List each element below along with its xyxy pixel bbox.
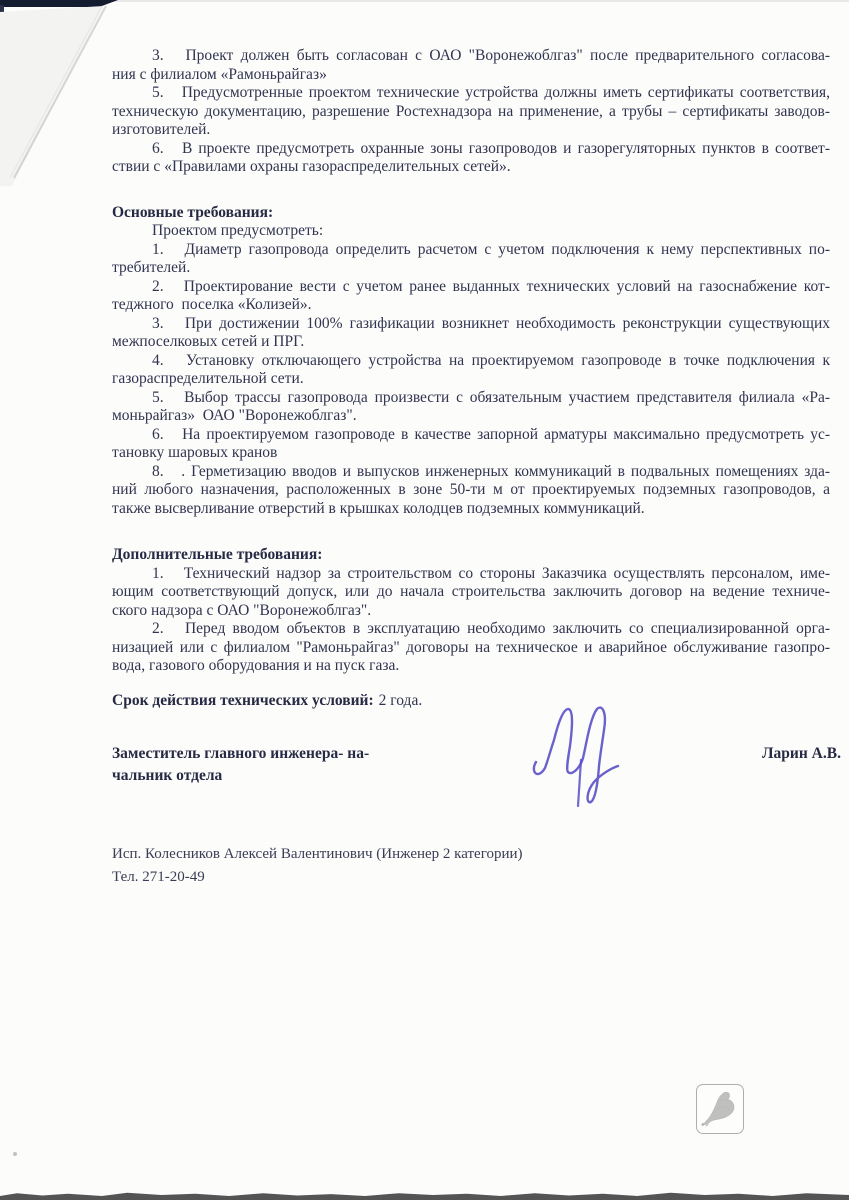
text-line: 6. На проектируемом газопроводе в качестве запорной арматуры максимально предусмотреть ус- <box>152 425 830 443</box>
text-line: техническую документацию, разрешение Ростехнадзора на применение, а трубы – сертификаты заводов- <box>112 102 830 120</box>
main-req-item-4 <box>112 352 830 389</box>
main-req-item-3 <box>112 315 830 352</box>
text-line: низацией или с филиалом "Рамоньрайгаз" договоры на техническое и аварийное обслуживание газопро- <box>112 638 830 656</box>
main-req-item-8 <box>112 463 830 519</box>
text-line: 3. Проект должен быть согласован с ОАО "Воронежоблгаз" после предварительного согласова- <box>152 47 830 64</box>
main-requirements-intro: Проектом предусмотреть: <box>152 222 324 239</box>
text-line: 5. Выбор трассы газопровода произвести с обязательным участием представителя филиала «Ра- <box>152 388 830 406</box>
text-line: 3. При достижении 100% газификации возникнет необходимость реконструкции существующих <box>152 314 830 332</box>
scan-left-edge-mark <box>0 5 4 18</box>
text-line: моньрайгаз» ОАО "Воронежоблгаз". <box>112 407 357 424</box>
phone-line: Тел. 271-20-49 <box>112 868 205 885</box>
additional-requirements-heading: Дополнительные требования: <box>112 546 323 563</box>
scan-top-dark-band <box>0 0 118 7</box>
validity-value: 2 года. <box>378 691 423 709</box>
text-line: теджного поселка «Колизей». <box>112 296 312 313</box>
text-line: ний любого назначения, расположенных в зоне 50-ти м от проектируемых подземных газопроводов, а <box>112 481 830 498</box>
additional-req-item-1 <box>112 565 830 621</box>
executor-line: Исп. Колесников Алексей Валентинович (Инженер 2 категории) <box>112 846 523 862</box>
district-map-icon <box>697 1085 743 1133</box>
text-line: 1. Диаметр газопровода определить расчетом с учетом подключения к нему перспективных по- <box>152 240 830 258</box>
text-line: требителей. <box>112 259 191 276</box>
text-line: 1. Технический надзор за строительством со стороны Заказчика осуществлять персоналом, име- <box>152 564 830 582</box>
scan-page-corner-crease <box>0 0 130 195</box>
signer-title-line1: Заместитель главного инженера- на- <box>112 745 370 762</box>
scan-speck <box>13 1152 17 1156</box>
text-line: межпоселковых сетей и ПРГ. <box>112 333 305 350</box>
scan-bottom-dark-band <box>0 1191 849 1200</box>
main-req-item-6 <box>112 426 830 463</box>
text-line: ского надзора с ОАО "Воронежоблгаз". <box>112 601 372 619</box>
district-map-stamp <box>696 1084 744 1134</box>
main-req-item-2 <box>112 278 830 315</box>
signature-ink <box>528 696 628 814</box>
validity-period-line <box>112 692 830 711</box>
executor-block <box>112 843 712 888</box>
signer-title-line2: чальник отдела <box>112 767 223 784</box>
main-req-item-1 <box>112 241 830 278</box>
text-line: 4. Установку отключающего устройства на проектируемом газопроводе в точке подключения к <box>152 351 830 369</box>
text-line: также высверливание отверстий в крышках колодцев подземных коммуникаций. <box>112 499 645 517</box>
scan-top-edge-line <box>0 0 849 2</box>
additional-req-item-2 <box>112 620 830 676</box>
validity-label: Срок действия технических условий: <box>112 691 374 709</box>
intro-item-5 <box>112 84 830 140</box>
text-line: ния с филиалом «Рамоньрайгаз» <box>112 65 327 83</box>
signer-name: Ларин А.В. <box>762 745 841 762</box>
text-line: ствии с «Правилами охраны газораспределительных сетей». <box>112 158 511 175</box>
text-line: 2. Проектирование вести с учетом ранее выданных технических условий на газоснабжение кот- <box>152 277 830 295</box>
text-line: 8. . Герметизацию вводов и выпусков инженерных коммуникаций в подвальных помещениях зда- <box>152 462 830 480</box>
text-line: изготовителей. <box>112 121 211 138</box>
signer-title <box>112 743 442 787</box>
text-line: вода, газового оборудования и на пуск газа. <box>112 657 400 674</box>
text-line: 6. В проекте предусмотреть охранные зоны газопроводов и газорегуляторных пунктов в соответ- <box>152 139 830 157</box>
text-line: газораспределительной сети. <box>112 370 304 387</box>
text-line: 2. Перед вводом объектов в эксплуатацию необходимо заключить со специализированной орга- <box>152 620 830 637</box>
intro-item-3 <box>112 47 830 84</box>
main-req-item-5 <box>112 389 830 426</box>
text-line: тановку шаровых кранов <box>112 444 278 461</box>
intro-item-6 <box>112 140 830 177</box>
document-body <box>112 47 830 710</box>
text-line: 5. Предусмотренные проектом технические устройства должны иметь сертификаты соответствия, <box>152 84 830 101</box>
main-requirements-heading: Основные требования: <box>112 203 274 221</box>
text-line: ющим соответствующий допуск, или до начала строительства заключить договор на ведение техниче- <box>112 583 830 600</box>
